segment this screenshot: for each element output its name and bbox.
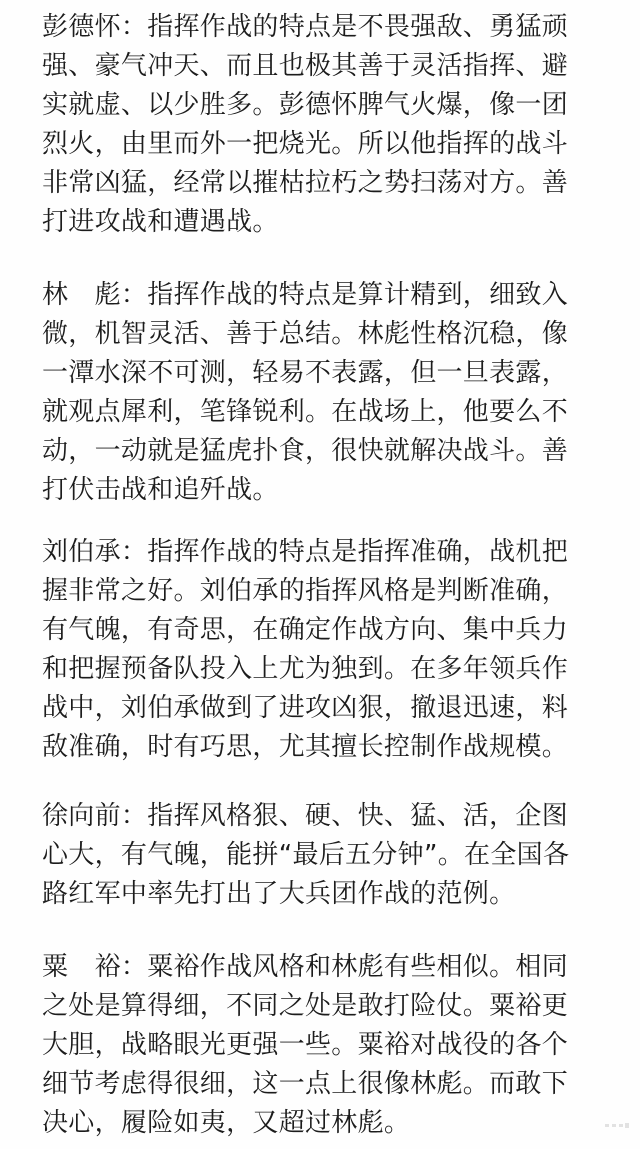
paragraph-liu-bocheng (42, 533, 602, 767)
text-line: 刘伯承：指挥作战的特点是指挥准确，战机把 (42, 537, 569, 567)
text-line: 细节考虑得很细，这一点上很像林彪。而敢下 (42, 1069, 569, 1099)
watermark-icon (604, 1119, 630, 1131)
text-line: 彭德怀：指挥作战的特点是不畏强敌、勇猛顽 (42, 12, 569, 42)
text-line: 烈火，由里而外一把烧光。所以他指挥的战斗 (42, 129, 569, 159)
text-line: 就观点犀利，笔锋锐利。在战场上，他要么不 (42, 397, 569, 427)
text-line: 一潭水深不可测，轻易不表露，但一旦表露， (42, 358, 569, 388)
text-line: 大胆，战略眼光更强一些。粟裕对战役的各个 (42, 1030, 569, 1060)
text-line: 动，一动就是猛虎扑食，很快就解决战斗。善 (42, 436, 569, 466)
text-line: 之处是算得细，不同之处是敢打险仗。粟裕更 (42, 991, 569, 1021)
text-line: 微，机智灵活、善于总结。林彪性格沉稳，像 (42, 319, 569, 349)
text-line: 和把握预备队投入上尤为独到。在多年领兵作 (42, 654, 569, 684)
text-line: 打伏击战和追歼战。 (42, 475, 279, 505)
paragraph-su-yu (42, 948, 602, 1143)
text-line: 决心，履险如夷，又超过林彪。 (42, 1108, 411, 1138)
text-line: 打进攻战和遭遇战。 (42, 207, 279, 237)
text-line: 林 彪：指挥作战的特点是算计精到，细致入 (42, 280, 569, 310)
text-line: 握非常之好。刘伯承的指挥风格是判断准确， (42, 576, 569, 606)
text-line: 有气魄，有奇思，在确定作战方向、集中兵力 (42, 615, 569, 645)
text-line: 路红军中率先打出了大兵团作战的范例。 (42, 879, 516, 909)
paragraph-lin-biao (42, 276, 602, 510)
text-line: 战中，刘伯承做到了进攻凶狠，撤退迅速，料 (42, 693, 569, 723)
text-line: 敌准确，时有巧思，尤其擅长控制作战规模。 (42, 732, 569, 762)
text-line: 非常凶猛，经常以摧枯拉朽之势扫荡对方。善 (42, 168, 569, 198)
paragraph-xu-xiangqian (42, 797, 602, 914)
text-line: 徐向前：指挥风格狠、硬、快、猛、活，企图 (42, 801, 569, 831)
text-line: 强、豪气冲天、而且也极其善于灵活指挥、避 (42, 51, 569, 81)
text-line: 心大，有气魄，能拼“最后五分钟”。在全国各 (42, 840, 570, 870)
text-line: 实就虚、以少胜多。彭德怀脾气火爆，像一团 (42, 90, 569, 120)
text-line: 粟 裕：粟裕作战风格和林彪有些相似。相同 (42, 952, 569, 982)
paragraph-peng-dehuai (42, 8, 602, 242)
